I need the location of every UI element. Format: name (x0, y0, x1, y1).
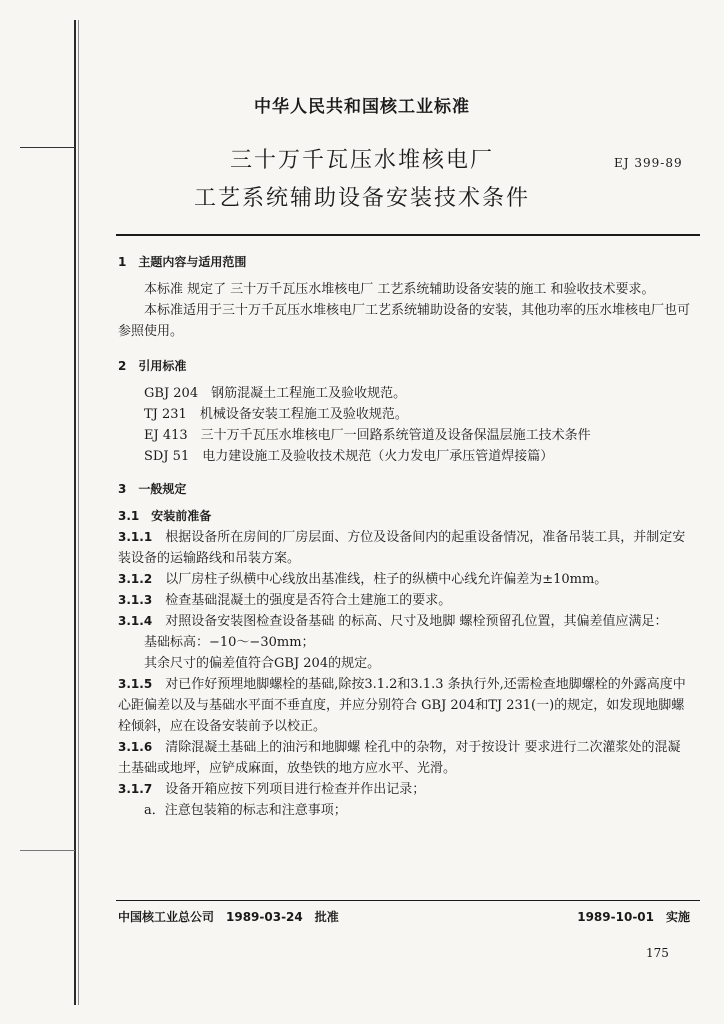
reference-item: GBJ 204 钢筋混凝土工程施工及验收规范。 (144, 386, 407, 401)
list-item: a．注意包装箱的标志和注意事项； (144, 803, 347, 818)
clause-number: 3.1.4 (118, 614, 153, 628)
section-1-heading: 1 主题内容与适用范围 (118, 255, 247, 269)
clause (118, 779, 690, 800)
binding-tick (20, 850, 75, 851)
reference-item: SDJ 51 电力建设施工及验收技术规范（火力发电厂承压管道焊接篇） (144, 449, 554, 464)
clause (118, 737, 690, 779)
page-number: 175 (646, 946, 669, 960)
tolerance-line: 其余尺寸的偏差值符合GBJ 204的规定。 (144, 656, 381, 671)
paragraph: 本标准适用于三十万千瓦压水堆核电厂工艺系统辅助设备的安装，其他功率的压水堆核电厂也可参照使用。 (118, 303, 691, 339)
footer-rule (116, 900, 700, 901)
clause-number: 3.1.3 (118, 593, 153, 607)
document-title-line1: 三十万千瓦压水堆核电厂 (229, 148, 494, 173)
issuer-approval: 中国核工业总公司 1989-03-24 批准 (118, 910, 339, 924)
clause-number: 3.1.7 (118, 782, 153, 796)
clause-number: 3.1.2 (118, 572, 153, 586)
document-body (118, 252, 690, 821)
clause-text: 清除混凝土基础上的油污和地脚螺 栓孔中的杂物，对于按设计 要求进行二次灌浆处的混凝土基础或地坪，应铲成麻面，放垫铁的地方应水平、光滑。 (118, 740, 681, 776)
tolerance-line: 基础标高：−10～−30mm； (144, 635, 315, 650)
clause-text: 以厂房柱子纵横中心线放出基准线，柱子的纵横中心线允许偏差为±10mm。 (165, 572, 608, 587)
reference-item: TJ 231 机械设备安装工程施工及验收规范。 (144, 407, 408, 422)
clause-number: 3.1.5 (118, 677, 153, 691)
footer (118, 908, 690, 925)
standard-code: EJ 399-89 (614, 156, 683, 170)
clause (118, 611, 690, 632)
standard-header: 中华人民共和国核工业标准 (254, 97, 470, 117)
clause-text: 根据设备所在房间的厂房层面、方位及设备间内的起重设备情况，准备吊装工具，并制定安装设备的运输路线和吊装方案。 (118, 530, 686, 566)
clause-text: 对照设备安装图检查设备基础 的标高、尺寸及地脚 螺栓预留孔位置，其偏差值应满足： (165, 614, 668, 629)
clause-text: 对已作好预埋地脚螺栓的基础,除按3.1.2和3.1.3 条执行外,还需检查地脚螺栓的外露高度中心距偏差以及与基础水平面不垂直度，并应分别符合 GBJ 204和TJ 231(一)的规定，如发现地脚螺栓倾斜，应在设备安装前予以校正。 (118, 677, 686, 734)
clause (118, 569, 690, 590)
header-rule (116, 234, 700, 236)
clause-number: 3.1.6 (118, 740, 153, 754)
section-3-heading: 3 一般规定 (118, 482, 187, 496)
effective-date: 1989-10-01 实施 (577, 910, 690, 924)
clause (118, 527, 690, 569)
clause-text: 检查基础混凝土的强度是否符合土建施工的要求。 (165, 593, 452, 608)
document-title-line2: 工艺系统辅助设备安装技术条件 (193, 186, 530, 211)
reference-item: EJ 413 三十万千瓦压水堆核电厂一回路系统管道及设备保温层施工技术条件 (144, 428, 591, 443)
subsection-3-1-heading: 3.1 安装前准备 (118, 509, 212, 523)
section-2-heading: 2 引用标准 (118, 359, 187, 373)
clause-text: 设备开箱应按下列项目进行检查并作出记录； (165, 782, 426, 797)
clause (118, 674, 690, 737)
paragraph: 本标准 规定了 三十万千瓦压水堆核电厂 工艺系统辅助设备安装的施工 和验收技术要求。 (144, 282, 655, 297)
clause (118, 590, 690, 611)
clause-number: 3.1.1 (118, 530, 153, 544)
